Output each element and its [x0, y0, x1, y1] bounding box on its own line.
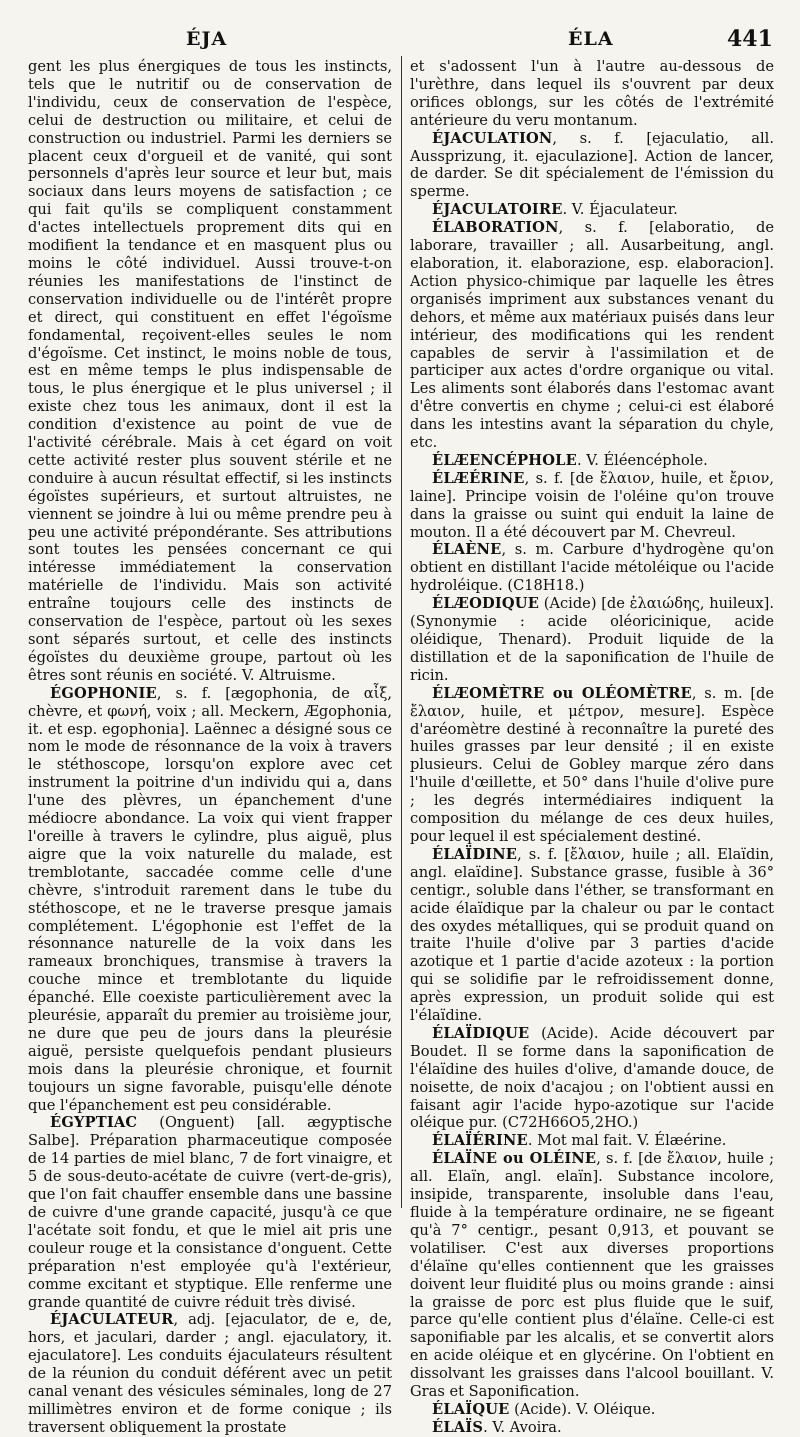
entry-ejaculation: [410, 130, 774, 202]
page-header: [0, 28, 800, 54]
entry-body: , adj. [ejaculator, de e, de, hors, et jaculari, darder ; angl. ejaculatory, it. ejaculatore]. Les conduits éjaculateurs résultent de la réunion du conduit déférent avec un petit canal venant des vésicules séminales, long de 27 millimètres environ et de forme conique ; ils traversent obliquement la prostate: [28, 1311, 392, 1436]
entry-elaeometre: [410, 685, 774, 846]
entry-body: , s. m. Carbure d'hydrogène qu'on obtient en distillant l'acide métoléique ou l'acide hydroléique. (C18H18.): [410, 541, 774, 595]
entry-elaine: [410, 1150, 774, 1401]
entry-body: . V. Éléencéphole.: [576, 451, 708, 469]
entry-elaique: [410, 1401, 774, 1419]
column-divider: [401, 56, 402, 1208]
entry-elaidique: [410, 1025, 774, 1132]
entry-elais: [410, 1419, 774, 1437]
entry-body: , s. f. [de ἔλαιον, huile, et ἔριον, laine]. Principe voisin de l'oléine qu'on trouve dans la graisse ou suint qui enduit la laine de mouton. Il a été découvert par M. Chevreul.: [410, 469, 774, 541]
headword: ÉLAÏDINE: [432, 845, 518, 863]
headword: ÉGYPTIAC: [50, 1114, 138, 1132]
entry-ejaculateur: [28, 1311, 392, 1436]
page-number: 441: [727, 26, 773, 52]
entry-body: , s. f. [elaboratio, de laborare, travailler ; all. Ausarbeitung, angl. elaboration, it. elaborazione, esp. elaboracion]. Action physico-chimique par laquelle les êtres organisés impriment aux substances venant du dehors, et même aux matériaux puisés dans leur intérieur, des modifications qui les rendent capables de servir à l'assimilation et de participer aux actes d'ordre organique ou vital. Les aliments sont élaborés dans l'estomac avant d'être convertis en chyme ; celui-ci est élaboré dans les intestins avant la séparation du chyle, etc.: [410, 219, 774, 452]
headword: ÉLAÏDIQUE: [432, 1024, 530, 1042]
headword: ÉLAÏQUE: [432, 1400, 510, 1418]
entry-elaierine: [410, 1132, 774, 1150]
running-head-left: ÉJA: [186, 28, 228, 50]
right-column: [410, 58, 775, 1436]
entry-elaboration: [410, 219, 774, 452]
entry-body: , s. f. [de ἔλαιον, huile ; all. Elaïn, angl. elaïn]. Substance incolore, insipide, transparente, insoluble dans l'eau, fluide à la température ordinaire, ne se figeant qu'à 7° centigr., pesant 0,913, et pouvant se volatiliser. C'est aux diverses proportions d'élaïne qu'elles contiennent que les graisses doivent leur fluidité plus ou moins grande : ainsi la graisse de porc est plus fluide que le suif, parce qu'elle contient plus d'élaïne. Celle-ci est saponifiable par les alcalis, et se convertit alors en acide oléique et en glycérine. On l'obtient en dissolvant les graisses dans l'alcool bouillant. V. Gras et Saponification.: [410, 1150, 775, 1401]
headword: ÉLAÈNE: [432, 541, 502, 559]
headword: ÉLÆENCÉPHOLE: [432, 451, 577, 469]
entry-body: (Acide). V. Oléique.: [509, 1400, 656, 1418]
entry-elaeerine: [410, 470, 774, 542]
headword: ÉLAÏÉRINE: [432, 1132, 528, 1150]
entry-elaeencephole: [410, 452, 774, 470]
entry-egyptiac: [28, 1114, 392, 1311]
headword: ÉLAÏS: [432, 1418, 484, 1436]
headword: ÉLÆOMÈTRE ou OLÉOMÈTRE: [432, 684, 692, 702]
entry-body: . Mot mal fait. V. Élæérine.: [527, 1132, 727, 1150]
entry-elaeodique: [410, 595, 774, 685]
entry-body: (Onguent) [all. ægyptische Salbe]. Préparation pharmaceutique composée de 14 parties de miel blanc, 7 de fort vinaigre, et 5 de sous-deuto-acétate de cuivre (vert-de-gris), que l'on fait chauffer ensemble dans une bassine de cuivre d'une grande capacité, jusqu'à ce que l'acétate soit fondu, et que le miel ait pris une couleur rouge et la consistance d'onguent. Cette préparation n'est employée qu'à l'extérieur, comme excitant et styptique. Elle renferme une grande quantité de cuivre réduit très divisé.: [28, 1114, 392, 1311]
headword: ÉJACULATEUR: [50, 1311, 174, 1329]
entry-ejaculateur-continuation: et s'adossent l'un à l'autre au-dessous de l'urèthre, dans lequel ils s'ouvrent par deux orifices oblongs, sur les côtés de l'extrémité antérieure du veru montanum.: [410, 58, 774, 129]
entry-body: , s. m. [de ἔλαιον, huile, et μέτρον, mesure]. Espèce d'aréomètre destiné à reconnaître la pureté des huiles grasses par leur densité ; il en existe plusieurs. Celui de Gobley marque zéro dans l'huile d'œillette, et 50° dans l'huile d'olive pure ; les degrés intermédiaires indiquent la composition du mélange de ces deux huiles, pour lequel il est spécialement destiné.: [410, 684, 774, 845]
running-head-right: ÉLA: [568, 28, 614, 50]
headword: ÉJACULATION: [432, 129, 553, 147]
entry-egophonie: [28, 685, 392, 1115]
entry-elaene: [410, 541, 774, 595]
entry-body: (Acide). Acide découvert par Boudet. Il se forme dans la saponification de l'élaïdine des huiles d'olive, d'amande douce, de noisette, de noix d'acajou ; on l'obtient aussi en faisant agir l'acide hypo-azotique sur l'acide oléique pur. (C72H66O5,2HO.): [410, 1024, 774, 1132]
headword: ÉLÆODIQUE: [432, 595, 540, 613]
entry-body: (Acide) [de ἐλαιώδης, huileux]. (Synonymie : acide oléoricinique, acide oléidique, Thenard). Produit liquide de la distillation et de la saponification de l'huile de ricin.: [410, 595, 774, 684]
entry-body: , s. f. [ἔλαιον, huile ; all. Elaïdin, angl. elaïdine]. Substance grasse, fusible à 36° centigr., soluble dans l'éther, se transformant en acide élaïdique par la chaleur ou par le contact des oxydes métalliques, qui se produit quand on traite l'huile d'olive par 3 parties d'acide azotique et 1 partie d'acide azoteux : la portion qui se solidifie par le refroidissement donne, après expression, un produit solide qui est l'élaïdine.: [410, 845, 774, 1025]
headword: ÉGOPHONIE: [50, 684, 157, 702]
entry-elaidine: [410, 846, 774, 1025]
headword: ÉLÆÉRINE: [432, 469, 525, 487]
headword: ÉJACULATOIRE: [432, 201, 563, 219]
entry-body: , s. f. [ejaculatio, all. Aussprizung, it. ejaculazione]. Action de lancer, de darder. Se dit spécialement de l'émission du sperme.: [410, 129, 774, 201]
entry-egoisme-continuation: gent les plus énergiques de tous les instincts, tels que le nutritif ou de conservation de l'individu, ceux de conservation de l'espèce, celui de destruction ou militaire, et celui de construction ou industriel. Parmi les derniers se placent ceux d'orgueil et de vanité, qui sont personnels d'après leur source et leur but, mais sociaux dans leurs moyens de satisfaction ; ce qui fait qu'ils se compliquent constamment d'actes intellectuels proprement dits qui en modifient la tendance et en masquent plus ou moins le côté individuel. Aussi trouve-t-on réunies les manifestations de l'instinct de conservation individuelle ou de l'intérêt propre et direct, qui constituent en effet l'égoïsme fondamental, reçoivent-elles seules le nom d'égoïsme. Cet instinct, le moins noble de tous, est en même temps le plus indispensable de tous, le plus énergique et le plus universel ; il existe chez tous les animaux, dont il est la condition d'existence au point de vue de l'activité cérébrale. Mais à cet égard on voit cette activité rester plus souvent stérile et ne conduire à aucun résultat effectif, si les instincts égoïstes supérieurs, et surtout altruistes, ne viennent se joindre à lui ou même prendre peu à peu une activité prépondérante. Ses attributions sont toutes les pensées concernant ce qui intéresse immédiatement la conservation matérielle de l'individu. Mais son activité entraîne toujours celle des instincts de conservation de l'espèce, partout où les sexes sont séparés surtout, et celle des instincts égoïstes du deuxième groupe, partout où les êtres sont réunis en société. V. Altruisme.: [28, 58, 392, 684]
entry-body: , s. f. [ægophonia, de αἶξ, chèvre, et φωνή, voix ; all. Meckern, Ægophonia, it. et esp. egophonia]. Laënnec a désigné sous ce nom le mode de résonnance de la voix à travers le stéthoscope, lorsqu'on explore avec cet instrument la poitrine d'un individu qui a, dans l'une des plèvres, un épanchement d'une médiocre abondance. La voix qui vient frapper l'oreille à travers le cylindre, plus aiguë, plus aigre que la voix naturelle du malade, est tremblotante, saccadée comme celle d'une chèvre, s'introduit rarement dans le tube du stéthoscope, et ne le traverse presque jamais complétement. L'égophonie est l'effet de la résonnance naturelle de la voix dans les rameaux bronchiques, transmise à travers la couche mince et tremblotante du liquide épanché. Elle coexiste particulièrement avec la pleurésie, apparaît du premier au troisième jour, ne dure que peu de jours dans la pleurésie aiguë, persiste quelquefois pendant plusieurs mois dans la pleurésie chronique, et fournit toujours un signe favorable, puisqu'elle dénote que l'épanchement est peu considérable.: [28, 684, 392, 1114]
left-column: [28, 58, 392, 1436]
entry-body: . V. Éjaculateur.: [562, 201, 678, 219]
headword: ÉLABORATION: [432, 219, 559, 237]
entry-ejaculatoire: [410, 201, 774, 219]
headword: ÉLAÏNE ou OLÉINE: [432, 1150, 597, 1168]
entry-body: . V. Avoira.: [483, 1418, 562, 1436]
